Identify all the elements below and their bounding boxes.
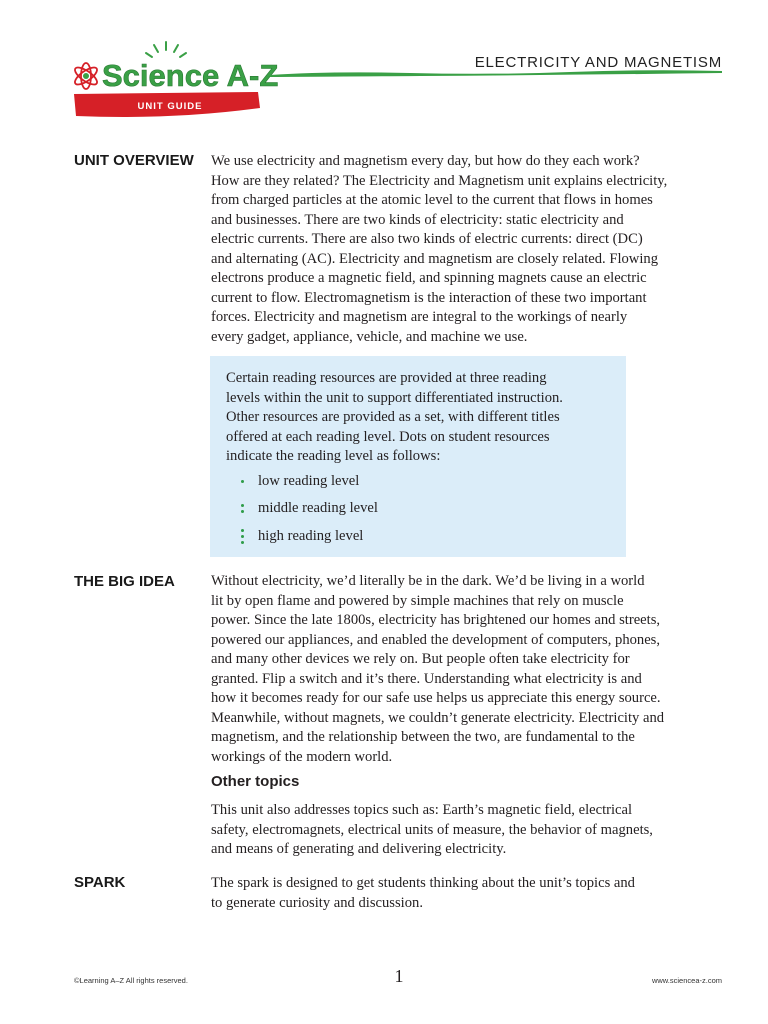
big-idea-line: Without electricity, we’d literally be in the dark. We’d be living in a world — [211, 573, 645, 589]
reading-level-label: middle reading level — [258, 500, 378, 516]
big-idea-line: how it becomes ready for our safe use helps us appreciate this energy source. — [211, 690, 661, 706]
callout-line: Other resources are provided as a set, with different titles — [226, 409, 560, 425]
copyright-text: ©Learning A–Z All rights reserved. — [74, 976, 188, 985]
logo-subtitle: UNIT GUIDE — [137, 101, 203, 112]
sun-rays-icon — [146, 42, 186, 57]
unit-title: ELECTRICITY AND MAGNETISM — [474, 54, 722, 71]
spark-body — [211, 874, 726, 913]
other-topics-body — [211, 801, 726, 860]
header-rule — [270, 66, 722, 78]
overview-line: forces. Electricity and magnetism are integral to the workings of nearly — [211, 309, 628, 325]
unit-overview-body — [211, 152, 726, 347]
reading-level-label: high reading level — [258, 528, 364, 544]
callout-line: indicate the reading level as follows: — [226, 448, 441, 464]
big-idea-line: granted. Flip a switch and it’s there. Understanding what electricity is and — [211, 670, 642, 687]
reading-levels-callout — [210, 356, 626, 557]
atom-icon — [72, 63, 99, 89]
big-idea-line: workings of the modern world. — [211, 748, 393, 765]
logo-wordmark: Science A-Z — [102, 58, 279, 93]
big-idea-heading: THE BIG IDEA — [74, 573, 175, 590]
website-url: www.sciencea-z.com — [651, 976, 722, 985]
overview-line: electric currents. There are also two kinds of electric currents: direct (DC) — [211, 231, 643, 247]
overview-line: We use electricity and magnetism every day, but how do they each work? — [211, 153, 640, 169]
callout-line: offered at each reading level. Dots on student resources — [226, 428, 550, 445]
callout-line: levels within the unit to support differentiated instruction. — [226, 389, 563, 406]
overview-line: and businesses. There are two kinds of electricity: static electricity and — [211, 211, 624, 228]
callout-line: Certain reading resources are provided at three reading — [226, 370, 547, 386]
big-idea-line: lit by open flame and powered by simple machines that rely on muscle — [211, 592, 624, 609]
overview-line: and alternating (AC). Electricity and magnetism are closely related. Flowing — [211, 250, 658, 267]
overview-line: electrons produce a magnetic field, and spinning magnets cause an electric — [211, 270, 647, 286]
big-idea-line: and many other devices we rely on. But people often take electricity for — [211, 651, 630, 667]
overview-line: How are they related? The Electricity and Magnetism unit explains electricity, — [211, 172, 668, 189]
spark-line: The spark is designed to get students thinking about the unit’s topics and — [211, 875, 635, 891]
spark-heading: SPARK — [74, 874, 126, 891]
big-idea-line: magnetism, and the relationship between the two, are fundamental to the — [211, 729, 635, 745]
callout-text — [226, 369, 614, 467]
science-az-logo — [62, 36, 282, 132]
other-topics-heading: Other topics — [211, 773, 300, 790]
big-idea-body — [211, 572, 726, 767]
overview-line: current to flow. Electromagnetism is the interaction of these two important — [211, 289, 647, 306]
reading-level-label: low reading level — [258, 473, 360, 489]
overview-line: every gadget, appliance, vehicle, and machine we use. — [211, 328, 528, 345]
other-topics-line: safety, electromagnets, electrical units of measure, the behavior of magnets, — [211, 821, 653, 838]
big-idea-line: powered our appliances, and enabled the development of computers, phones, — [211, 631, 661, 648]
page-number: 1 — [394, 966, 404, 986]
overview-line: from charged particles at the atomic level to the current that flows in homes — [211, 192, 653, 208]
other-topics-line: This unit also addresses topics such as: Earth’s magnetic field, electrical — [211, 802, 633, 818]
big-idea-line: power. Since the late 1800s, electricity has brightened our homes and streets, — [211, 612, 661, 628]
unit-overview-heading: UNIT OVERVIEW — [74, 152, 194, 169]
spark-line: to generate curiosity and discussion. — [211, 894, 423, 911]
other-topics-line: and means of generating and delivering electricity. — [211, 841, 507, 857]
big-idea-line: Meanwhile, without magnets, we couldn’t generate electricity. Electricity and — [211, 709, 665, 726]
